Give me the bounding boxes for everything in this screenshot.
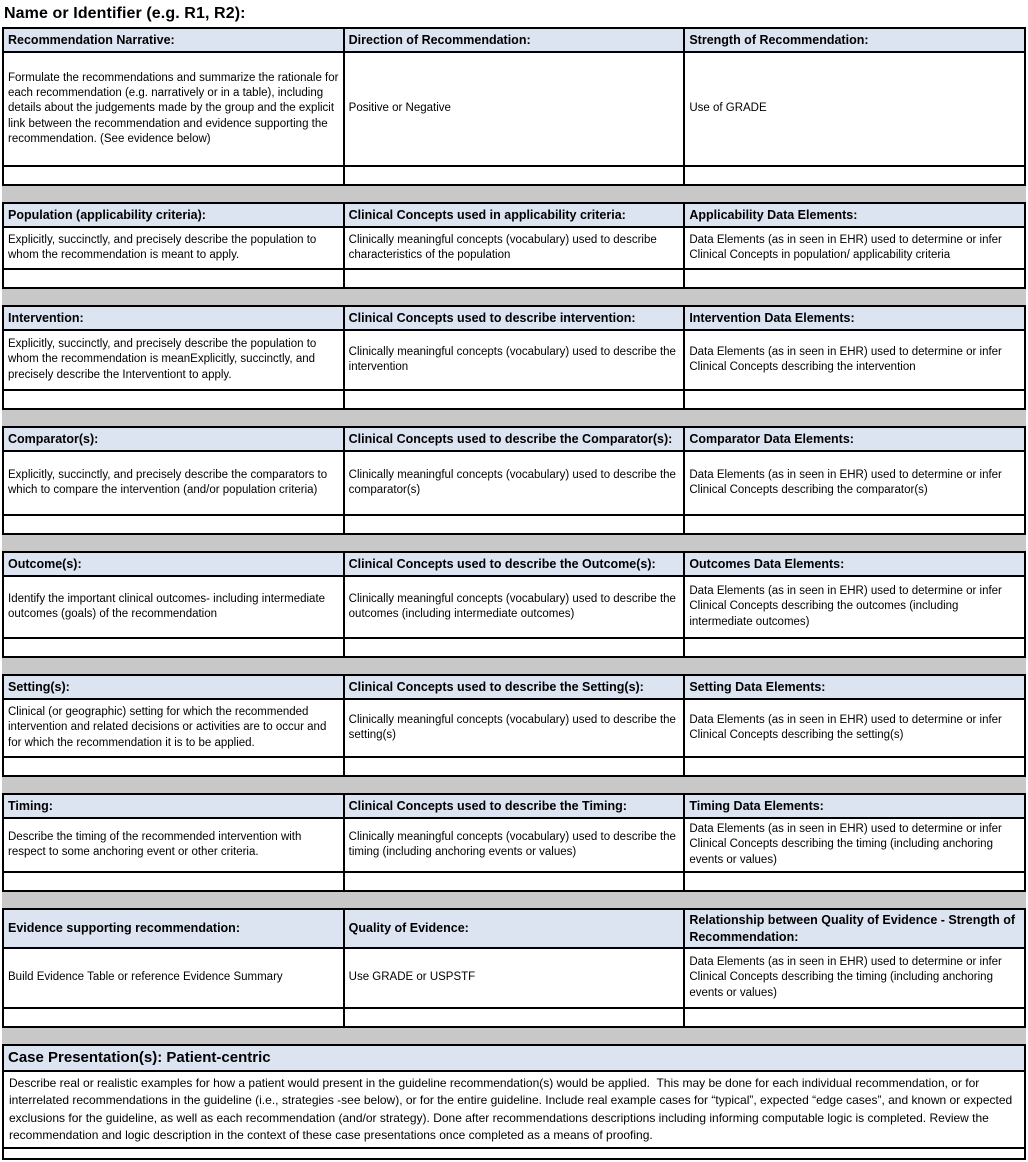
empty-row	[4, 516, 1024, 533]
empty-cell	[345, 391, 684, 408]
section-intervention	[2, 305, 1026, 410]
empty-row	[4, 639, 1024, 656]
column-header: Outcome(s):	[4, 553, 343, 575]
empty-cell	[685, 516, 1024, 533]
case-presentation-title: Case Presentation(s): Patient-centric	[4, 1046, 1024, 1070]
section-header-row	[4, 307, 1024, 329]
content-cell: Clinical (or geographic) setting for which the recommended intervention and related decisions or activities are to occur and for which the recommendation it is to be applied.	[4, 700, 343, 756]
column-header: Comparator Data Elements:	[685, 428, 1024, 450]
empty-row	[4, 167, 1024, 184]
content-cell: Data Elements (as in seen in EHR) used to determine or infer Clinical Concepts describing the comparator(s)	[685, 452, 1024, 514]
case-presentation-body: Describe real or realistic examples for how a patient would present in the guideline recommendation(s) would be applied. This may be done for each individual recommendation, or for interrelated recommendations in the guideline (i.e., strategies -see below), or for the entire guideline. Include real example cases for “typical”, expected “edge cases”, and known or expected exclusions for the guideline, as well as each recommendation (and/or strategy). Done after recommendations descriptions including informing computable logic is completed. Review the recommendation and logic description in the context of these case presentations once completed as a means of proofing.	[4, 1072, 1024, 1148]
empty-cell	[685, 167, 1024, 184]
column-header: Strength of Recommendation:	[685, 29, 1024, 51]
section-recommendation-narrative	[2, 27, 1026, 186]
section-case-presentation	[2, 1044, 1026, 1160]
empty-cell	[685, 639, 1024, 656]
content-cell: Build Evidence Table or reference Evidence Summary	[4, 949, 343, 1007]
empty-row	[4, 1009, 1024, 1026]
empty-cell	[685, 391, 1024, 408]
section-outcomes	[2, 551, 1026, 658]
section-separator	[2, 892, 1026, 908]
page-title: Name or Identifier (e.g. R1, R2):	[4, 5, 246, 22]
column-header: Timing Data Elements:	[685, 795, 1024, 817]
column-header: Direction of Recommendation:	[345, 29, 684, 51]
section-separator	[2, 777, 1026, 793]
content-cell: Clinically meaningful concepts (vocabulary) used to describe characteristics of the population	[345, 228, 684, 268]
section-header-row	[4, 29, 1024, 51]
section-separator	[2, 535, 1026, 551]
section-content-row	[4, 577, 1024, 637]
column-header: Clinical Concepts used to describe the Timing:	[345, 795, 684, 817]
section-header-row	[4, 910, 1024, 947]
section-header-row	[4, 204, 1024, 226]
column-header: Clinical Concepts used to describe the Comparator(s):	[345, 428, 684, 450]
section-settings	[2, 674, 1026, 777]
empty-cell	[685, 873, 1024, 890]
column-header: Applicability Data Elements:	[685, 204, 1024, 226]
content-cell: Describe the timing of the recommended intervention with respect to some anchoring event or other criteria.	[4, 819, 343, 871]
empty-cell	[4, 639, 343, 656]
content-cell: Clinically meaningful concepts (vocabulary) used to describe the comparator(s)	[345, 452, 684, 514]
content-cell: Data Elements (as in seen in EHR) used to determine or infer Clinical Concepts in population/ applicability criteria	[685, 228, 1024, 268]
empty-row	[4, 873, 1024, 890]
content-cell: Data Elements (as in seen in EHR) used to determine or infer Clinical Concepts describing the setting(s)	[685, 700, 1024, 756]
column-header: Intervention Data Elements:	[685, 307, 1024, 329]
content-cell: Explicitly, succinctly, and precisely describe the population to whom the recommendation is meanExplicitly, succinctly, and precisely describe the Interventiont to apply.	[4, 331, 343, 389]
content-cell: Clinically meaningful concepts (vocabulary) used to describe the intervention	[345, 331, 684, 389]
empty-cell	[4, 1009, 343, 1026]
column-header: Clinical Concepts used to describe the Setting(s):	[345, 676, 684, 698]
content-cell: Formulate the recommendations and summarize the rationale for each recommendation (e.g. narratively or in a table), including details about the judgements made by the group and the explicit link between the recommendation and evidence supporting the recommendation. (See evidence below)	[4, 53, 343, 165]
empty-cell	[4, 391, 343, 408]
empty-cell	[345, 1009, 684, 1026]
empty-cell	[4, 167, 343, 184]
content-cell: Data Elements (as in seen in EHR) used to determine or infer Clinical Concepts describing the outcomes (including intermediate outcomes)	[685, 577, 1024, 637]
section-header-row	[4, 428, 1024, 450]
content-cell: Use of GRADE	[685, 53, 1024, 165]
section-content-row	[4, 228, 1024, 268]
empty-cell	[345, 516, 684, 533]
column-header: Recommendation Narrative:	[4, 29, 343, 51]
column-header: Evidence supporting recommendation:	[4, 910, 343, 947]
empty-cell	[4, 516, 343, 533]
empty-cell	[345, 270, 684, 287]
empty-cell	[345, 873, 684, 890]
empty-cell	[4, 1149, 1024, 1158]
empty-cell	[345, 639, 684, 656]
section-separator	[2, 289, 1026, 305]
section-separator	[2, 1028, 1026, 1044]
section-header-row	[4, 553, 1024, 575]
column-header: Intervention:	[4, 307, 343, 329]
section-content-row	[4, 700, 1024, 756]
section-header-row	[4, 676, 1024, 698]
sections-container	[2, 27, 1026, 1028]
column-header: Outcomes Data Elements:	[685, 553, 1024, 575]
empty-row	[4, 758, 1024, 775]
content-cell: Clinically meaningful concepts (vocabulary) used to describe the timing (including anchoring events or values)	[345, 819, 684, 871]
column-header: Population (applicability criteria):	[4, 204, 343, 226]
column-header: Relationship between Quality of Evidence - Strength of Recommendation:	[685, 910, 1024, 947]
section-content-row	[4, 949, 1024, 1007]
section-comparators	[2, 426, 1026, 535]
empty-cell	[4, 758, 343, 775]
content-cell: Use GRADE or USPSTF	[345, 949, 684, 1007]
column-header: Timing:	[4, 795, 343, 817]
section-timing	[2, 793, 1026, 892]
content-cell: Explicitly, succinctly, and precisely describe the comparators to which to compare the intervention (and/or population criteria)	[4, 452, 343, 514]
empty-cell	[345, 758, 684, 775]
column-header: Clinical Concepts used in applicability criteria:	[345, 204, 684, 226]
empty-cell	[4, 873, 343, 890]
content-cell: Explicitly, succinctly, and precisely describe the population to whom the recommendation is meant to apply.	[4, 228, 343, 268]
column-header: Clinical Concepts used to describe intervention:	[345, 307, 684, 329]
section-content-row	[4, 819, 1024, 871]
section-content-row	[4, 53, 1024, 165]
column-header: Setting Data Elements:	[685, 676, 1024, 698]
section-population	[2, 202, 1026, 289]
empty-row	[4, 391, 1024, 408]
column-header: Comparator(s):	[4, 428, 343, 450]
empty-cell	[685, 1009, 1024, 1026]
column-header: Setting(s):	[4, 676, 343, 698]
column-header: Quality of Evidence:	[345, 910, 684, 947]
section-content-row	[4, 331, 1024, 389]
content-cell: Clinically meaningful concepts (vocabulary) used to describe the setting(s)	[345, 700, 684, 756]
empty-cell	[685, 758, 1024, 775]
section-content-row	[4, 452, 1024, 514]
empty-cell	[345, 167, 684, 184]
column-header: Clinical Concepts used to describe the Outcome(s):	[345, 553, 684, 575]
content-cell: Data Elements (as in seen in EHR) used to determine or infer Clinical Concepts describing the intervention	[685, 331, 1024, 389]
empty-cell	[4, 270, 343, 287]
content-cell: Identify the important clinical outcomes- including intermediate outcomes (goals) of the recommendation	[4, 577, 343, 637]
section-separator	[2, 658, 1026, 674]
section-separator	[2, 186, 1026, 202]
empty-row	[4, 270, 1024, 287]
section-evidence	[2, 908, 1026, 1028]
content-cell: Clinically meaningful concepts (vocabulary) used to describe the outcomes (including intermediate outcomes)	[345, 577, 684, 637]
content-cell: Data Elements (as in seen in EHR) used to determine or infer Clinical Concepts describing the timing (including anchoring events or values)	[685, 949, 1024, 1007]
content-cell: Positive or Negative	[345, 53, 684, 165]
section-separator	[2, 410, 1026, 426]
section-header-row	[4, 795, 1024, 817]
empty-cell	[685, 270, 1024, 287]
content-cell: Data Elements (as in seen in EHR) used to determine or infer Clinical Concepts describing the timing (including anchoring events or values)	[685, 819, 1024, 871]
